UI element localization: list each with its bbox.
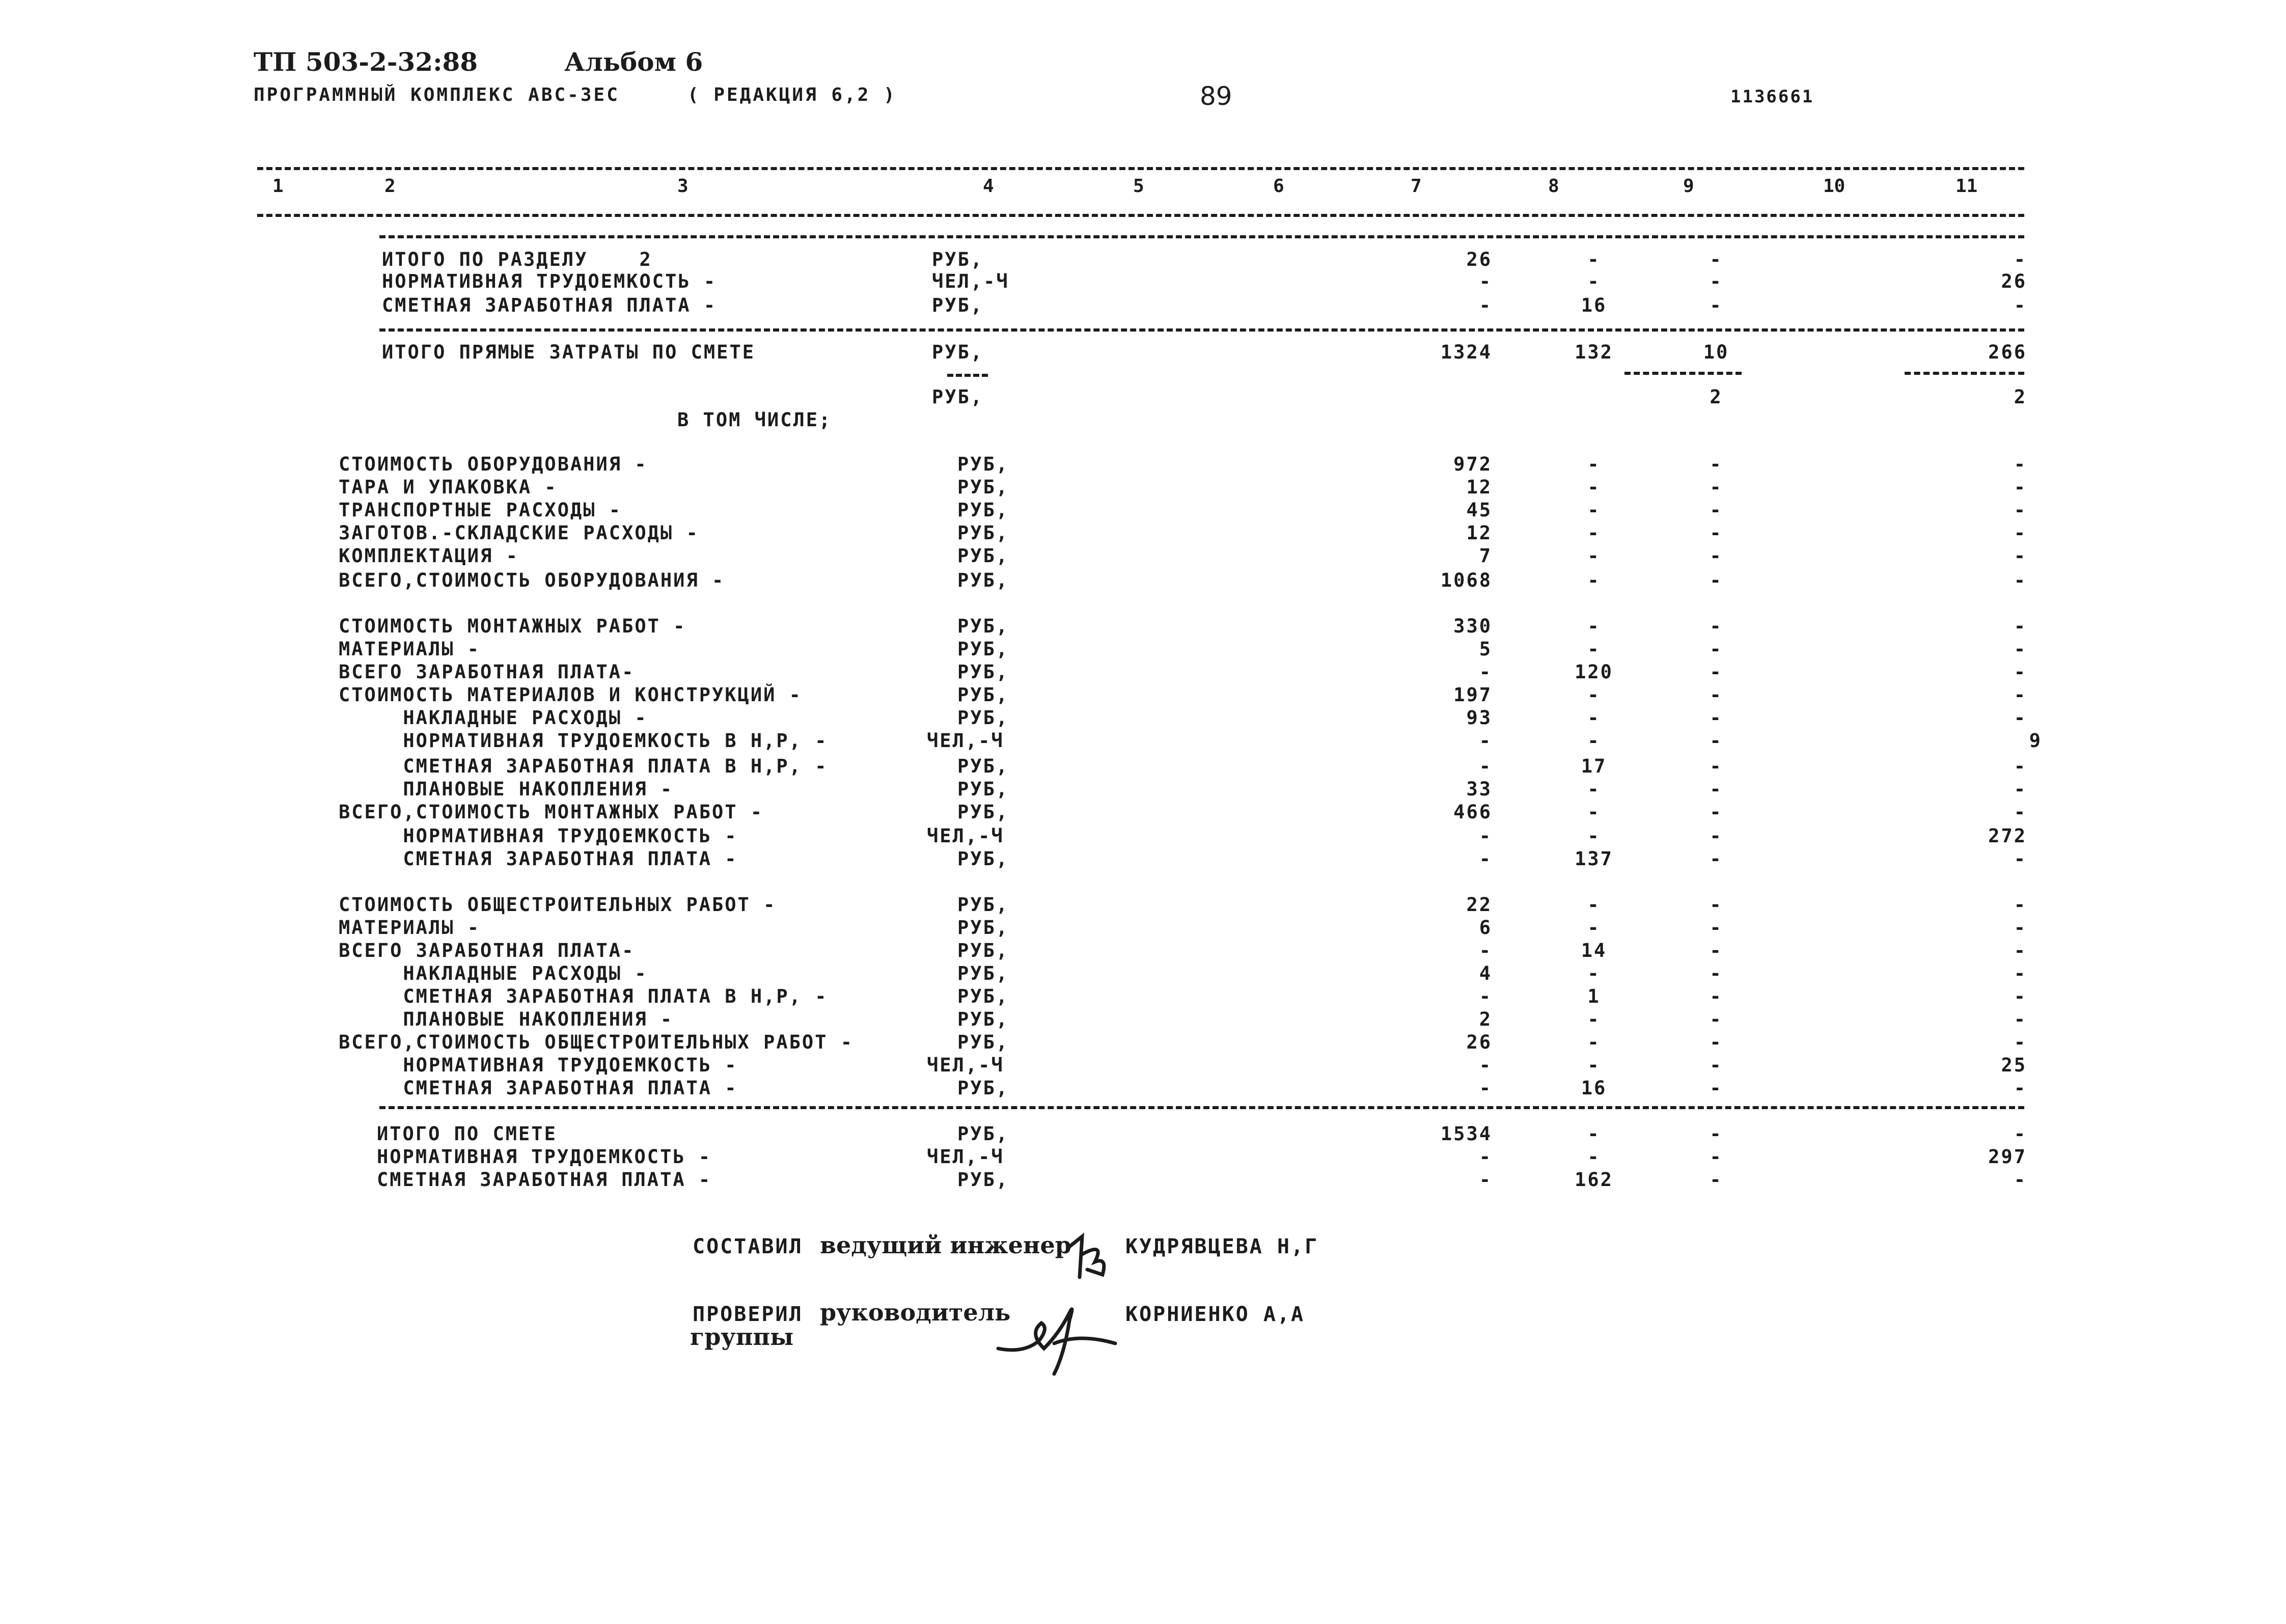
cell-col11: - bbox=[2014, 499, 2027, 521]
cell-col7: 330 bbox=[1453, 615, 1492, 637]
cell-col8: - bbox=[1587, 522, 1601, 544]
row-unit: ЧЕЛ,-Ч bbox=[927, 730, 1004, 752]
row-unit: РУБ, bbox=[957, 848, 1009, 870]
row-unit: ЧЕЛ,-Ч bbox=[932, 270, 1009, 292]
cell-col9: - bbox=[1710, 615, 1723, 637]
cell-col7: - bbox=[1479, 661, 1492, 683]
cell-col9: - bbox=[1710, 1054, 1723, 1076]
cell-col9: - bbox=[1710, 270, 1723, 292]
table-row bbox=[0, 294, 2286, 317]
cell-col9: - bbox=[1710, 661, 1723, 683]
row-unit: РУБ, bbox=[957, 1169, 1009, 1191]
row-unit: РУБ, bbox=[932, 386, 984, 408]
row-unit: РУБ, bbox=[957, 1008, 1009, 1030]
cell-col11: - bbox=[2014, 778, 2027, 800]
cell-col9: - bbox=[1710, 453, 1723, 475]
row-label: СТОИМОСТЬ ОБЩЕСТРОИТЕЛЬНЫХ РАБОТ - bbox=[339, 894, 777, 916]
cell-col8: - bbox=[1587, 569, 1601, 591]
table-row bbox=[0, 249, 2286, 271]
table-row bbox=[0, 1031, 2286, 1054]
cell-col11: - bbox=[2014, 962, 2027, 984]
compiled-label: СОСТАВИЛ bbox=[693, 1235, 803, 1258]
cell-col7: 1324 bbox=[1440, 341, 1492, 363]
cell-col9: - bbox=[1710, 1031, 1723, 1053]
cell-col9: - bbox=[1710, 825, 1723, 847]
cell-col8: - bbox=[1587, 707, 1601, 729]
row-label: ВСЕГО,СТОИМОСТЬ МОНТАЖНЫХ РАБОТ - bbox=[339, 801, 764, 823]
row-unit: РУБ, bbox=[957, 940, 1009, 961]
cell-col11: - bbox=[2014, 1169, 2027, 1191]
row-unit: ЧЕЛ,-Ч bbox=[927, 1146, 1004, 1168]
table-row bbox=[0, 940, 2286, 962]
checked-role: руководитель bbox=[820, 1299, 1011, 1326]
cell-col9: - bbox=[1710, 522, 1723, 544]
cell-col11: - bbox=[2014, 940, 2027, 961]
cell-col9: 2 bbox=[1710, 386, 1723, 408]
cell-col11: - bbox=[2014, 661, 2027, 683]
cell-col7: 6 bbox=[1479, 917, 1492, 939]
cell-col9: - bbox=[1710, 545, 1723, 567]
cell-col11: - bbox=[2014, 453, 2027, 475]
column-number: 2 bbox=[384, 176, 396, 197]
row-label: НОРМАТИВНАЯ ТРУДОЕМКОСТЬ - bbox=[339, 825, 738, 847]
cell-col11: - bbox=[2014, 1123, 2027, 1145]
cell-col11: - bbox=[2014, 917, 2027, 939]
cell-col9: - bbox=[1710, 707, 1723, 729]
cell-col9: - bbox=[1710, 499, 1723, 521]
table-row bbox=[0, 1077, 2286, 1099]
document-code: ТП 503-2-32:88 bbox=[254, 47, 478, 77]
cell-col11: - bbox=[2014, 801, 2027, 823]
table-row bbox=[0, 476, 2286, 499]
cell-col11: - bbox=[2014, 684, 2027, 706]
table-row bbox=[0, 569, 2286, 592]
table-row bbox=[0, 386, 2286, 408]
cell-col7: - bbox=[1479, 730, 1492, 752]
cell-col11: - bbox=[2014, 569, 2027, 591]
row-unit: РУБ, bbox=[957, 453, 1009, 475]
row-label: МАТЕРИАЛЫ - bbox=[339, 917, 481, 939]
cell-col7: 12 bbox=[1466, 522, 1492, 544]
row-unit: РУБ, bbox=[957, 1123, 1009, 1145]
cell-col8: 132 bbox=[1575, 341, 1613, 363]
row-label: СМЕТНАЯ ЗАРАБОТНАЯ ПЛАТА В Н,Р, - bbox=[339, 985, 828, 1007]
column-number: 8 bbox=[1548, 176, 1559, 197]
row-unit: РУБ, bbox=[957, 894, 1009, 916]
cell-col11: 2 bbox=[2014, 386, 2027, 408]
table-row bbox=[0, 453, 2286, 476]
row-label: ИТОГО ПО СМЕТЕ bbox=[377, 1123, 557, 1145]
row-unit: РУБ, bbox=[957, 962, 1009, 984]
table-header-rule bbox=[257, 214, 2024, 217]
cell-col9: - bbox=[1710, 294, 1723, 316]
row-label: ИТОГО ПРЯМЫЕ ЗАТРАТЫ ПО СМЕТЕ bbox=[382, 341, 756, 363]
cell-col9: - bbox=[1710, 894, 1723, 916]
cell-col9: - bbox=[1710, 848, 1723, 870]
cell-col11: - bbox=[2014, 985, 2027, 1007]
row-unit: РУБ, bbox=[957, 499, 1009, 521]
row-label: СТОИМОСТЬ МАТЕРИАЛОВ И КОНСТРУКЦИЙ - bbox=[339, 684, 802, 706]
row-label: ТАРА И УПАКОВКА - bbox=[339, 476, 558, 498]
cell-col8: - bbox=[1587, 249, 1601, 270]
row-unit: РУБ, bbox=[957, 755, 1009, 777]
cell-col7: 2 bbox=[1479, 1008, 1492, 1030]
row-label: НОРМАТИВНАЯ ТРУДОЕМКОСТЬ В Н,Р, - bbox=[339, 730, 828, 752]
row-unit: РУБ, bbox=[957, 661, 1009, 683]
row-label: ИТОГО ПО РАЗДЕЛУ 2 bbox=[382, 249, 652, 270]
table-row bbox=[0, 522, 2286, 544]
cell-col8: - bbox=[1587, 962, 1601, 984]
cell-col9: - bbox=[1710, 684, 1723, 706]
row-unit: РУБ, bbox=[932, 294, 984, 316]
row-unit: РУБ, bbox=[957, 569, 1009, 591]
checked-signature bbox=[993, 1273, 1120, 1389]
row-label: СМЕТНАЯ ЗАРАБОТНАЯ ПЛАТА - bbox=[339, 1077, 738, 1099]
cell-col11: - bbox=[2014, 894, 2027, 916]
table-row bbox=[0, 499, 2286, 521]
row-label: ВСЕГО ЗАРАБОТНАЯ ПЛАТА- bbox=[339, 940, 635, 961]
cell-col11: - bbox=[2014, 545, 2027, 567]
cell-col11: - bbox=[2014, 476, 2027, 498]
cell-col9: - bbox=[1710, 569, 1723, 591]
table-row bbox=[0, 825, 2286, 847]
row-unit: РУБ, bbox=[957, 522, 1009, 544]
row-label: СМЕТНАЯ ЗАРАБОТНАЯ ПЛАТА - bbox=[382, 294, 717, 316]
table-row bbox=[0, 409, 2286, 431]
row-unit: ЧЕЛ,-Ч bbox=[927, 825, 1004, 847]
compiled-role: ведущий инженер bbox=[820, 1231, 1071, 1259]
cell-col11: 9 bbox=[2029, 730, 2042, 752]
row-label: В ТОМ ЧИСЛЕ; bbox=[677, 409, 832, 431]
cell-col7: 26 bbox=[1466, 249, 1492, 270]
table-row bbox=[0, 985, 2286, 1008]
cell-col11: - bbox=[2014, 615, 2027, 637]
checked-label: ПРОВЕРИЛ bbox=[693, 1303, 803, 1326]
table-row bbox=[0, 962, 2286, 985]
cell-col7: - bbox=[1479, 1077, 1492, 1099]
cell-col11: - bbox=[2014, 522, 2027, 544]
row-unit: РУБ, bbox=[957, 1077, 1009, 1099]
row-label: НОРМАТИВНАЯ ТРУДОЕМКОСТЬ - bbox=[382, 270, 717, 292]
cell-col8: - bbox=[1587, 684, 1601, 706]
row-label: ПЛАНОВЫЕ НАКОПЛЕНИЯ - bbox=[339, 1008, 674, 1030]
row-unit: РУБ, bbox=[957, 917, 1009, 939]
cell-col7: 4 bbox=[1479, 962, 1492, 984]
checked-name: КОРНИЕНКО А,А bbox=[1125, 1303, 1305, 1326]
program-name: ПРОГРАММНЫЙ КОМПЛЕКС АВС-3ЕС bbox=[254, 85, 620, 105]
row-label: ПЛАНОВЫЕ НАКОПЛЕНИЯ - bbox=[339, 778, 674, 800]
cell-col7: 466 bbox=[1453, 801, 1492, 823]
cell-col7: 93 bbox=[1466, 707, 1492, 729]
cell-col7: 972 bbox=[1453, 453, 1492, 475]
table-row bbox=[0, 917, 2286, 939]
cell-col8: - bbox=[1587, 1123, 1601, 1145]
cell-col11: - bbox=[2014, 294, 2027, 316]
row-label: СМЕТНАЯ ЗАРАБОТНАЯ ПЛАТА В Н,Р, - bbox=[339, 755, 828, 777]
cell-col9: - bbox=[1710, 917, 1723, 939]
cell-col11: 266 bbox=[1988, 341, 2027, 363]
row-unit: РУБ, bbox=[957, 778, 1009, 800]
cell-col7: - bbox=[1479, 825, 1492, 847]
cell-col8: 14 bbox=[1581, 940, 1607, 961]
cell-col11: - bbox=[2014, 249, 2027, 270]
row-unit: РУБ, bbox=[957, 1031, 1009, 1053]
table-row bbox=[0, 1008, 2286, 1031]
table-row bbox=[0, 778, 2286, 801]
column-number: 3 bbox=[677, 176, 688, 197]
row-unit: РУБ, bbox=[957, 985, 1009, 1007]
row-label: ТРАНСПОРТНЫЕ РАСХОДЫ - bbox=[339, 499, 622, 521]
sub-rule bbox=[1905, 372, 2024, 375]
cell-col9: - bbox=[1710, 638, 1723, 660]
cell-col8: 16 bbox=[1581, 294, 1607, 316]
sub-rule bbox=[947, 374, 988, 377]
cell-col8: 137 bbox=[1575, 848, 1613, 870]
column-number: 10 bbox=[1823, 176, 1846, 197]
cell-col9: - bbox=[1710, 940, 1723, 961]
cell-col8: - bbox=[1587, 1008, 1601, 1030]
table-row bbox=[0, 894, 2286, 916]
cell-col7: 12 bbox=[1466, 476, 1492, 498]
table-row bbox=[0, 638, 2286, 660]
cell-col11: 297 bbox=[1988, 1146, 2027, 1168]
table-row bbox=[0, 1054, 2286, 1077]
cell-col9: - bbox=[1710, 755, 1723, 777]
row-unit: РУБ, bbox=[957, 707, 1009, 729]
table-row bbox=[0, 755, 2286, 778]
cell-col11: - bbox=[2014, 1008, 2027, 1030]
row-unit: ЧЕЛ,-Ч bbox=[927, 1054, 1004, 1076]
cell-col7: - bbox=[1479, 1146, 1492, 1168]
column-number: 5 bbox=[1133, 176, 1144, 197]
cell-col7: 22 bbox=[1466, 894, 1492, 916]
cell-col8: 17 bbox=[1581, 755, 1607, 777]
album-label: Альбом 6 bbox=[564, 47, 703, 77]
table-row bbox=[0, 615, 2286, 638]
row-unit: РУБ, bbox=[932, 249, 984, 270]
cell-col7: 26 bbox=[1466, 1031, 1492, 1053]
cell-col8: - bbox=[1587, 499, 1601, 521]
cell-col9: - bbox=[1710, 476, 1723, 498]
cell-col8: - bbox=[1587, 894, 1601, 916]
cell-col9: - bbox=[1710, 778, 1723, 800]
cell-col9: - bbox=[1710, 1146, 1723, 1168]
cell-col8: - bbox=[1587, 1054, 1601, 1076]
section-rule bbox=[379, 1106, 2024, 1109]
row-label: НАКЛАДНЫЕ РАСХОДЫ - bbox=[339, 707, 648, 729]
cell-col8: - bbox=[1587, 476, 1601, 498]
cell-col8: 16 bbox=[1581, 1077, 1607, 1099]
table-row bbox=[0, 341, 2286, 364]
cell-col9: - bbox=[1710, 962, 1723, 984]
cell-col7: - bbox=[1479, 848, 1492, 870]
column-number: 9 bbox=[1683, 176, 1694, 197]
column-number: 6 bbox=[1273, 176, 1284, 197]
cell-col11: - bbox=[2014, 1077, 2027, 1099]
row-label: СМЕТНАЯ ЗАРАБОТНАЯ ПЛАТА - bbox=[377, 1169, 712, 1191]
table-row bbox=[0, 1169, 2286, 1191]
row-label: МАТЕРИАЛЫ - bbox=[339, 638, 481, 660]
row-label: СТОИМОСТЬ МОНТАЖНЫХ РАБОТ - bbox=[339, 615, 686, 637]
cell-col8: - bbox=[1587, 270, 1601, 292]
cell-col11: 26 bbox=[2001, 270, 2027, 292]
row-unit: РУБ, bbox=[957, 615, 1009, 637]
sub-rule bbox=[1624, 372, 1742, 375]
cell-col7: - bbox=[1479, 940, 1492, 961]
cell-col11: - bbox=[2014, 848, 2027, 870]
cell-col7: 7 bbox=[1479, 545, 1492, 567]
page-number: 89 bbox=[1200, 81, 1232, 111]
section-rule bbox=[379, 235, 2024, 238]
cell-col9: - bbox=[1710, 1123, 1723, 1145]
cell-col7: 45 bbox=[1466, 499, 1492, 521]
cell-col9: - bbox=[1710, 1169, 1723, 1191]
cell-col8: - bbox=[1587, 453, 1601, 475]
table-row bbox=[0, 730, 2286, 752]
column-number: 7 bbox=[1411, 176, 1422, 197]
cell-col8: - bbox=[1587, 778, 1601, 800]
table-top-rule bbox=[257, 167, 2024, 170]
table-row bbox=[0, 684, 2286, 706]
cell-col9: - bbox=[1710, 801, 1723, 823]
row-label: КОМПЛЕКТАЦИЯ - bbox=[339, 545, 519, 567]
cell-col11: - bbox=[2014, 755, 2027, 777]
row-unit: РУБ, bbox=[957, 801, 1009, 823]
cell-col7: 1534 bbox=[1440, 1123, 1492, 1145]
cell-col9: - bbox=[1710, 1077, 1723, 1099]
cell-col7: 1068 bbox=[1440, 569, 1492, 591]
cell-col9: - bbox=[1710, 1008, 1723, 1030]
row-unit: РУБ, bbox=[957, 684, 1009, 706]
table-row bbox=[0, 848, 2286, 870]
table-row bbox=[0, 545, 2286, 567]
cell-col7: 5 bbox=[1479, 638, 1492, 660]
cell-col8: 1 bbox=[1587, 985, 1601, 1007]
cell-col11: - bbox=[2014, 638, 2027, 660]
cell-col7: - bbox=[1479, 294, 1492, 316]
cell-col7: - bbox=[1479, 1169, 1492, 1191]
cell-col8: - bbox=[1587, 801, 1601, 823]
edition-label: ( РЕДАКЦИЯ 6,2 ) bbox=[687, 85, 897, 105]
row-label: ЗАГОТОВ.-СКЛАДСКИЕ РАСХОДЫ - bbox=[339, 522, 699, 544]
cell-col7: - bbox=[1479, 985, 1492, 1007]
table-row bbox=[0, 270, 2286, 293]
compiled-name: КУДРЯВЦЕВА Н,Г bbox=[1125, 1235, 1319, 1258]
table-row bbox=[0, 707, 2286, 729]
document-number: 1136661 bbox=[1730, 87, 1814, 107]
cell-col8: 120 bbox=[1575, 661, 1613, 683]
table-row bbox=[0, 661, 2286, 683]
row-label: НОРМАТИВНАЯ ТРУДОЕМКОСТЬ - bbox=[339, 1054, 738, 1076]
cell-col8: - bbox=[1587, 1031, 1601, 1053]
section-rule bbox=[379, 328, 2024, 332]
checked-role-group: группы bbox=[690, 1323, 794, 1351]
cell-col9: - bbox=[1710, 730, 1723, 752]
cell-col11: 25 bbox=[2001, 1054, 2027, 1076]
row-label: ВСЕГО,СТОИМОСТЬ ОБОРУДОВАНИЯ - bbox=[339, 569, 725, 591]
cell-col7: 197 bbox=[1453, 684, 1492, 706]
column-number: 4 bbox=[983, 176, 994, 197]
cell-col11: - bbox=[2014, 707, 2027, 729]
table-row bbox=[0, 1123, 2286, 1145]
cell-col8: - bbox=[1587, 638, 1601, 660]
row-unit: РУБ, bbox=[957, 545, 1009, 567]
table-row bbox=[0, 1146, 2286, 1168]
row-unit: РУБ, bbox=[957, 476, 1009, 498]
cell-col8: - bbox=[1587, 1146, 1601, 1168]
cell-col8: - bbox=[1587, 825, 1601, 847]
row-label: НАКЛАДНЫЕ РАСХОДЫ - bbox=[339, 962, 648, 984]
cell-col8: - bbox=[1587, 545, 1601, 567]
cell-col8: - bbox=[1587, 917, 1601, 939]
row-label: СМЕТНАЯ ЗАРАБОТНАЯ ПЛАТА - bbox=[339, 848, 738, 870]
column-number: 11 bbox=[1956, 176, 1978, 197]
cell-col7: 33 bbox=[1466, 778, 1492, 800]
row-label: СТОИМОСТЬ ОБОРУДОВАНИЯ - bbox=[339, 453, 648, 475]
cell-col9: - bbox=[1710, 985, 1723, 1007]
cell-col7: - bbox=[1479, 755, 1492, 777]
row-label: ВСЕГО ЗАРАБОТНАЯ ПЛАТА- bbox=[339, 661, 635, 683]
table-row bbox=[0, 801, 2286, 823]
column-number: 1 bbox=[272, 176, 284, 197]
cell-col11: 272 bbox=[1988, 825, 2027, 847]
cell-col9: - bbox=[1710, 249, 1723, 270]
cell-col11: - bbox=[2014, 1031, 2027, 1053]
cell-col8: - bbox=[1587, 615, 1601, 637]
row-unit: РУБ, bbox=[932, 341, 984, 363]
row-label: ВСЕГО,СТОИМОСТЬ ОБЩЕСТРОИТЕЛЬНЫХ РАБОТ - bbox=[339, 1031, 854, 1053]
cell-col9: 10 bbox=[1703, 341, 1729, 363]
column-numbers-row bbox=[0, 176, 2286, 201]
cell-col7: - bbox=[1479, 270, 1492, 292]
cell-col8: - bbox=[1587, 730, 1601, 752]
row-label: НОРМАТИВНАЯ ТРУДОЕМКОСТЬ - bbox=[377, 1146, 712, 1168]
cell-col8: 162 bbox=[1575, 1169, 1613, 1191]
cell-col7: - bbox=[1479, 1054, 1492, 1076]
row-unit: РУБ, bbox=[957, 638, 1009, 660]
